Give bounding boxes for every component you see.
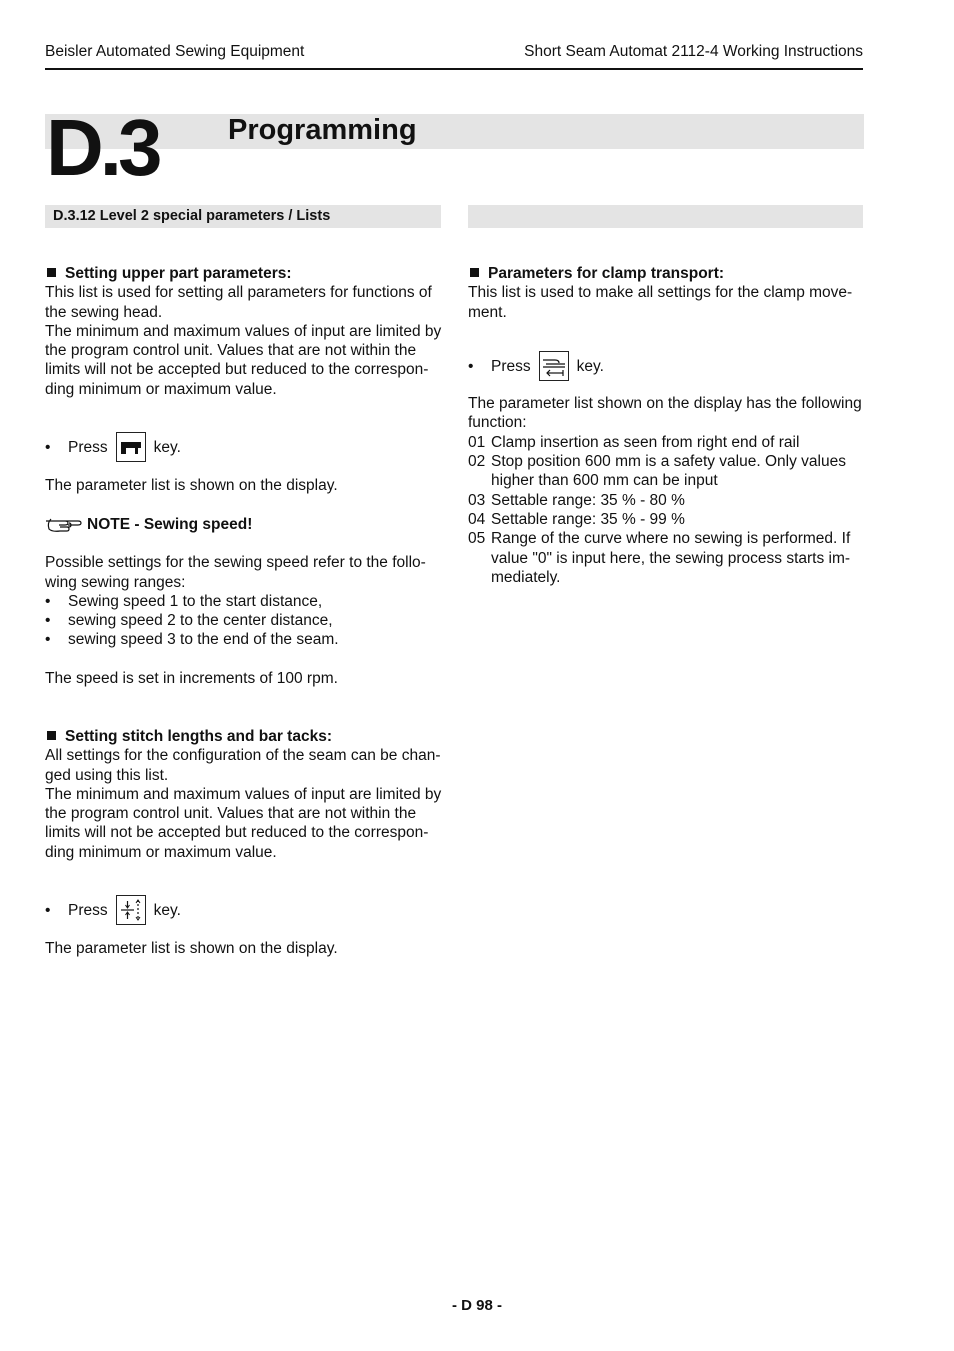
upper-parameters-limits-text: The minimum and maximum values of input are limited by the program control unit. Values that are not within the limits will not be accepted but reduced to the correspon-ding minimum or maximum value. <box>45 322 442 398</box>
upper-parameters-display-text: The parameter list is shown on the display. <box>45 477 338 495</box>
list-item: 05 Range of the curve where no sewing is performed. If value "0" is input here, the sewing process starts im-mediately. <box>468 530 851 586</box>
speed-increment-text: The speed is set in increments of 100 rpm. <box>45 670 338 688</box>
sewing-speed-list <box>45 592 442 650</box>
stitch-length-key-button[interactable] <box>116 895 146 925</box>
stitch-lengths-text: All settings for the configuration of the seam can be chan-ged using this list. <box>45 747 441 784</box>
bullet-icon: • <box>45 901 51 919</box>
square-bullet-icon <box>470 268 479 277</box>
clamp-parameter-list <box>468 433 865 587</box>
page-header-left: Beisler Automated Sewing Equipment <box>45 43 305 60</box>
clamp-transport-key-button[interactable] <box>539 351 569 381</box>
left-column <box>45 264 442 959</box>
list-item: 02 Stop position 600 mm is a safety value. Only values higher than 600 mm can be input <box>468 453 846 490</box>
press-sewing-head-key-step: • Press key. <box>45 430 442 464</box>
stitch-lengths-heading: Setting stitch lengths and bar tacks: <box>45 727 442 746</box>
chapter-number: D.3 <box>46 103 159 192</box>
stitch-display-text: The parameter list is shown on the display. <box>45 940 338 958</box>
header-rule <box>45 68 863 70</box>
list-item: 01 Clamp insertion as seen from right end of rail <box>468 433 800 451</box>
press-clamp-key-step: • Press key. <box>468 349 865 383</box>
page-header-right: Short Seam Automat 2112-4 Working Instructions <box>524 43 863 60</box>
bullet-icon: • <box>468 357 474 375</box>
clamp-transport-heading: Parameters for clamp transport: <box>468 264 865 283</box>
list-item: • sewing speed 2 to the center distance, <box>45 611 442 630</box>
list-item: • sewing speed 3 to the end of the seam. <box>45 630 442 649</box>
clamp-transport-text: This list is used to make all settings for the clamp move-ment. <box>468 284 853 321</box>
note-sewing-speed: NOTE - Sewing speed! <box>45 515 442 534</box>
bullet-icon: • <box>45 438 51 456</box>
list-item: 04 Settable range: 35 % - 99 % <box>468 510 685 528</box>
page-number: - D 98 - <box>451 1297 502 1314</box>
pointing-hand-icon <box>45 515 83 533</box>
press-stitch-key-step: • Press key. <box>45 893 442 927</box>
list-item: 03 Settable range: 35 % - 80 % <box>468 491 685 509</box>
section-title: D.3.12 Level 2 special parameters / Lists <box>53 208 331 224</box>
right-column <box>468 264 865 587</box>
square-bullet-icon <box>47 731 56 740</box>
sewing-speed-intro: Possible settings for the sewing speed refer to the follo-wing sewing ranges: <box>45 554 426 591</box>
square-bullet-icon <box>47 268 56 277</box>
upper-parameters-text: This list is used for setting all parameters for functions of the sewing head. <box>45 284 432 321</box>
upper-parameters-heading: Setting upper part parameters: <box>45 264 442 283</box>
clamp-list-intro: The parameter list shown on the display has the following function: <box>468 395 862 432</box>
clamp-transport-icon <box>541 354 567 378</box>
sewing-head-key-button[interactable] <box>116 432 146 462</box>
list-item: • Sewing speed 1 to the start distance, <box>45 592 442 611</box>
section-band-right <box>468 205 863 228</box>
sewing-head-icon <box>120 439 142 455</box>
stitch-length-icon <box>119 898 143 922</box>
stitch-lengths-limits-text: The minimum and maximum values of input are limited by the program control unit. Values that are not within the limits will not be accepted but reduced to the correspon-ding minimum or maximum value. <box>45 785 442 861</box>
chapter-title: Programming <box>228 114 417 146</box>
chapter-title-band <box>45 114 864 149</box>
